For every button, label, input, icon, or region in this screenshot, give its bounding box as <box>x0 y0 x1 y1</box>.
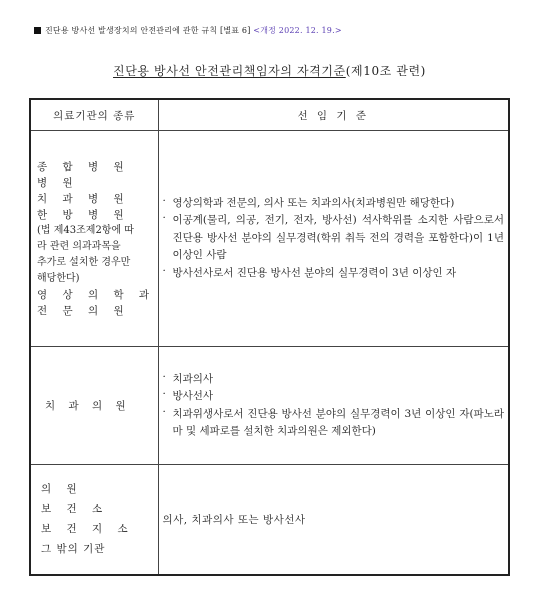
institution-note: (법 제43조제2항에 따 <box>37 224 134 236</box>
regulation-header <box>34 25 342 36</box>
institution-item: 보 건 지 소 <box>41 523 134 536</box>
institution-item: 치 과 병 원 <box>37 192 130 205</box>
institution-cell: 치 과 의 원 <box>30 347 158 465</box>
bullet-dot-icon: · <box>162 194 166 207</box>
table-row <box>30 131 509 347</box>
institution-cell <box>30 131 158 347</box>
institution-cell <box>30 465 158 575</box>
institution-note: 해당한다) <box>37 272 80 284</box>
regulation-reference: 진단용 방사선 발생장치의 안전관리에 관한 규칙 [별표 6] <box>45 26 251 35</box>
institution-item: 의 원 <box>41 483 83 496</box>
title-main: 진단용 방사선 안전관리책임자의 자격기준 <box>113 64 346 78</box>
page-title <box>0 62 539 79</box>
bullet-dot-icon: · <box>162 405 166 418</box>
criteria-cell <box>158 347 509 465</box>
criteria-item: · 치과의사 <box>163 371 505 389</box>
table-row <box>30 465 509 575</box>
qualification-table <box>29 98 510 576</box>
institution-item: 전 문 의 원 <box>37 304 130 317</box>
table-header-row <box>30 99 509 131</box>
institution-item: 종 합 병 원 <box>37 160 130 173</box>
bullet-dot-icon: · <box>162 212 166 225</box>
revision-date[interactable]: <개정 2022. 12. 19.> <box>253 26 342 35</box>
square-bullet-icon <box>34 27 41 34</box>
institution-item: 보 건 소 <box>41 503 109 516</box>
bullet-dot-icon: · <box>162 264 166 277</box>
institution-note: 라 관련 의과과목을 <box>37 240 121 252</box>
criteria-item: · 방사선사 <box>163 388 505 406</box>
criteria-item: · 방사선사로서 진단용 방사선 분야의 실무경력이 3년 이상인 자 <box>163 265 505 283</box>
criteria-item: · 이공계(물리, 의공, 전기, 전자, 방사선) 석사학위를 소지한 사람으로서 진단용 방사선 분야의 실무경력(학위 취득 전의 경력을 포함한다)이 1년 이상인 사람 <box>163 212 505 265</box>
institution-item: 그 밖의 기관 <box>41 543 106 556</box>
institution-note: 추가로 설치한 경우만 <box>37 256 131 268</box>
institution-item: 영 상 의 학 과 <box>37 288 156 301</box>
institution-item: 병 원 <box>37 176 79 189</box>
criteria-item: · 영상의학과 전문의, 의사 또는 치과의사(치과병원만 해당한다) <box>163 195 505 213</box>
column-header-institution: 의료기관의 종류 <box>30 99 158 131</box>
criteria-cell: 의사, 치과의사 또는 방사선사 <box>158 465 509 575</box>
column-header-criteria: 선 임 기 준 <box>158 99 509 131</box>
table-row <box>30 347 509 465</box>
institution-item: 한 방 병 원 <box>37 208 130 221</box>
title-ref: (제10조 관련) <box>345 64 426 78</box>
bullet-dot-icon: · <box>162 388 166 400</box>
bullet-dot-icon: · <box>162 370 166 383</box>
criteria-cell <box>158 131 509 347</box>
criteria-item: · 치과위생사로서 진단용 방사선 분야의 실무경력이 3년 이상인 자(파노라마 및 세파로를 설치한 치과의원은 제외한다) <box>163 406 505 441</box>
